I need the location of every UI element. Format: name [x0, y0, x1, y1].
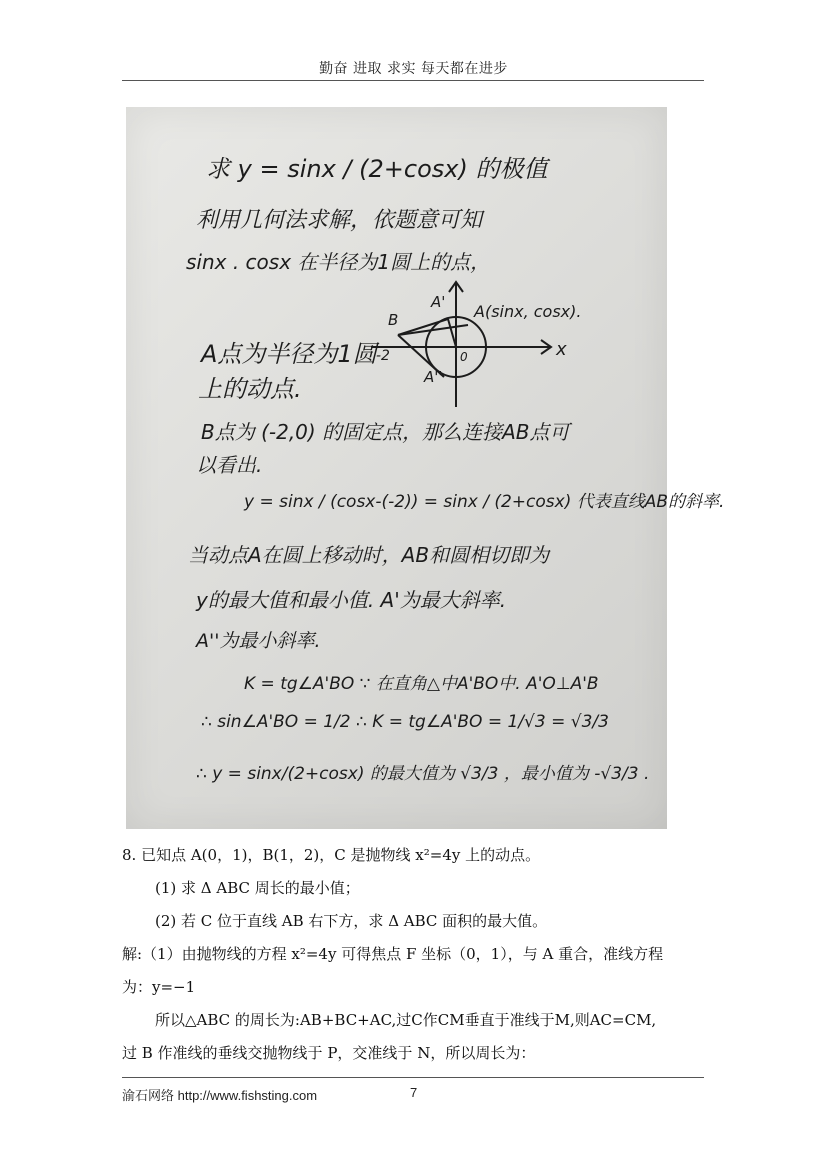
- radius-a-prime: [448, 319, 456, 347]
- hw-line-8: 当动点A在圆上移动时，AB和圆相切即为: [188, 543, 550, 567]
- graph-label-origin: 0: [460, 350, 468, 364]
- graph-label-a-prime: A': [431, 293, 446, 311]
- graph-label-a: A(sinx, cosx).: [474, 302, 582, 321]
- footer-divider: [122, 1077, 704, 1078]
- problem-8-part-2: (2) 若 C 位于直线 AB 右下方，求 Δ ABC 面积的最大值。: [155, 912, 548, 930]
- hw-line-5: B点为 (-2,0) 的固定点，那么连接AB点可: [201, 420, 570, 444]
- hw-line-12: ∴ sin∠A'BO = 1/2 ∴ K = tg∠A'BO = 1/√3 = √3/3: [201, 712, 609, 732]
- hw-line-13: ∴ y = sinx/(2+cosx) 的最大值为 √3/3 ，最小值为 -√3/3 .: [196, 764, 650, 784]
- solution-line-4: 过 B 作准线的垂线交抛物线于 P，交准线于 N，所以周长为：: [122, 1044, 536, 1062]
- hw-line-4b: 上的动点.: [198, 375, 302, 403]
- hw-line-3: sinx . cosx 在半径为1圆上的点，: [186, 250, 491, 274]
- hw-line-1: 求 y = sinx / (2+cosx) 的极值: [206, 155, 548, 183]
- solution-line-2: 为：y=−1: [122, 978, 196, 996]
- problem-8-part-1: (1) 求 Δ ABC 周长的最小值；: [155, 879, 360, 897]
- graph-label-a-double-prime: A'': [424, 368, 443, 386]
- page-footer: [122, 1085, 418, 1104]
- hw-line-10: A''为最小斜率.: [196, 630, 321, 652]
- hw-line-7: y = sinx / (cosx-(-2)) = sinx / (2+cosx) 代表直线AB的斜率.: [244, 492, 725, 512]
- graph-label-neg2: -2: [376, 348, 390, 364]
- handwriting-canvas: [126, 107, 725, 829]
- hw-line-9: y的最大值和最小值. A'为最大斜率.: [196, 588, 507, 612]
- hw-line-2: 利用几何法求解，依题意可知: [196, 208, 483, 233]
- hw-line-11: K = tg∠A'BO ∵ 在直角△中A'BO中. A'O⊥A'B: [244, 674, 599, 694]
- graph-label-b: B: [388, 311, 399, 329]
- solution-line-3: 所以△ABC 的周长为:AB+BC+AC,过C作CM垂直于准线于M,则AC=CM,: [155, 1011, 657, 1029]
- problem-8-stem: 8. 已知点 A(0，1)，B(1，2)，C 是抛物线 x²=4y 上的动点。: [122, 846, 541, 864]
- hw-line-6: 以看出.: [196, 453, 263, 477]
- handwritten-solution-photo: [126, 107, 725, 829]
- page-number: 7: [410, 1085, 418, 1100]
- footer-site: 渝石网络 http://www.fishsting.com: [122, 1088, 318, 1103]
- hw-line-4a: A点为半径为1圆: [201, 340, 377, 368]
- tangent-line-upper: [398, 319, 448, 335]
- graph-label-x: x: [556, 339, 567, 360]
- page-header-motto: 勤奋 进取 求实 每天都在进步: [319, 61, 508, 77]
- solution-line-1: 解:（1）由抛物线的方程 x²=4y 可得焦点 F 坐标（0，1），与 A 重合，准线方程: [122, 945, 664, 963]
- header-divider: [122, 80, 704, 81]
- unit-circle-graph: [371, 282, 551, 407]
